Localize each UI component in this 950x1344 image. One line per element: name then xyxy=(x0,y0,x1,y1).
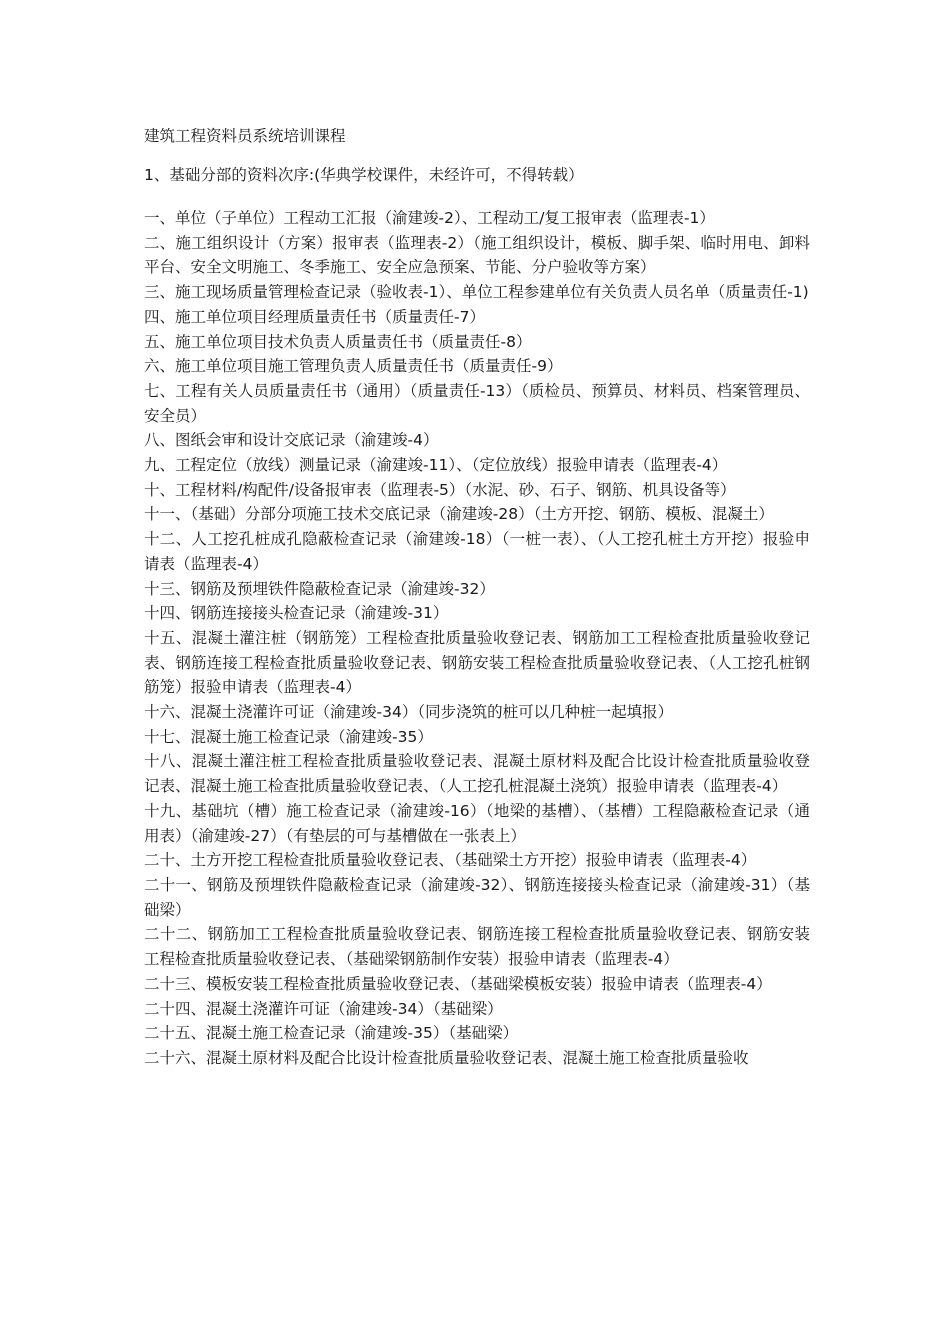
section-heading: 1、基础分部的资料次序:(华典学校课件，未经许可，不得转载） xyxy=(144,166,584,184)
list-item: 二十三、模板安装工程检查批质量验收登记表、（基础梁模板安装）报验申请表（监理表-4） xyxy=(144,974,772,993)
list-item: 十九、基础坑（槽）施工检查记录（渝建竣-16）（地梁的基槽）、（基槽）工程隐蔽检查记录（通用表）（渝建竣-27）（有垫层的可与基槽做在一张表上） xyxy=(144,801,810,845)
list-item: 二十二、钢筋加工工程检查批质量验收登记表、钢筋连接工程检查批质量验收登记表、钢筋安装工程检查批质量验收登记表、（基础梁钢筋制作安装）报验申请表（监理表-4） xyxy=(144,925,810,969)
list-item: 二十四、混凝土浇灌许可证（渝建竣-34）（基础梁） xyxy=(144,999,503,1018)
list-item: 十五、混凝土灌注桩（钢筋笼）工程检查批质量验收登记表、钢筋加工工程检查批质量验收登记表、钢筋连接工程检查批质量验收登记表、钢筋安装工程检查批质量验收登记表、（人工挖孔桩钢筋笼）报验申请表（监理表-4） xyxy=(144,628,810,697)
list-item: 六、施工单位项目施工管理负责人质量责任书（质量责任-9） xyxy=(144,357,563,376)
list-item: 十二、人工挖孔桩成孔隐蔽检查记录（渝建竣-18）（一桩一表）、（人工挖孔桩土方开挖）报验申请表（监理表-4） xyxy=(144,530,810,573)
document-item-list xyxy=(144,206,810,1071)
list-item: 一、单位（子单位）工程动工汇报（渝建竣-2）、工程动工/复工报审表（监理表-1） xyxy=(144,209,715,227)
list-item: 七、工程有关人员质量责任书（通用）（质量责任-13）（质检员、预算员、材料员、档案管理员、安全员） xyxy=(144,381,810,425)
list-item: 二十五、混凝土施工检查记录（渝建竣-35）（基础梁） xyxy=(144,1024,519,1043)
document-page xyxy=(144,118,810,1071)
list-item: 二十六、混凝土原材料及配合比设计检查批质量验收登记表、混凝土施工检查批质量验收 xyxy=(144,1048,749,1067)
list-item: 二、施工组织设计（方案）报审表（监理表-2）（施工组织设计，模板、脚手架、临时用电、卸料平台、安全文明施工、冬季施工、安全应急预案、节能、分户验收等方案） xyxy=(144,233,810,277)
list-item: 十一、（基础）分部分项施工技术交底记录（渝建竣-28）（土方开挖、钢筋、模板、混凝土） xyxy=(144,505,774,524)
list-item: 二十、土方开挖工程检查批质量验收登记表、（基础梁土方开挖）报验申请表（监理表-4） xyxy=(144,851,757,870)
list-item: 十四、钢筋连接接头检查记录（渝建竣-31） xyxy=(144,604,449,623)
list-item: 三、施工现场质量管理检查记录（验收表-1）、单位工程参建单位有关负责人员名单（质量责任-1) xyxy=(144,283,809,302)
list-item: 十、工程材料/构配件/设备报审表（监理表-5）（水泥、砂、石子、钢筋、机具设备等） xyxy=(144,480,736,499)
list-item: 十七、混凝土施工检查记录（渝建竣-35） xyxy=(144,727,433,746)
list-item: 八、图纸会审和设计交底记录（渝建竣-4） xyxy=(144,431,439,450)
list-item: 十六、混凝土浇灌许可证（渝建竣-34）（同步浇筑的桩可以几种桩一起填报） xyxy=(144,703,674,722)
spacer xyxy=(144,194,810,206)
list-item: 二十一、钢筋及预埋铁件隐蔽检查记录（渝建竣-32）、钢筋连接接头检查记录（渝建竣-31）（基础梁） xyxy=(144,875,810,919)
list-item: 十八、混凝土灌注桩工程检查批质量验收登记表、混凝土原材料及配合比设计检查批质量验收登记表、混凝土施工检查批质量验收登记表、（人工挖孔桩混凝土浇筑）报验申请表（监理表-4） xyxy=(144,752,810,796)
list-item: 五、施工单位项目技术负责人质量责任书（质量责任-8） xyxy=(144,332,532,351)
document-title: 建筑工程资料员系统培训课程 xyxy=(144,127,346,145)
list-item: 四、施工单位项目经理质量责任书（质量责任-7） xyxy=(144,307,485,326)
list-item: 十三、钢筋及预埋铁件隐蔽检查记录（渝建竣-32） xyxy=(144,579,495,598)
list-item: 九、工程定位（放线）测量记录（渝建竣-11）、（定位放线）报验申请表（监理表-4） xyxy=(144,456,728,475)
